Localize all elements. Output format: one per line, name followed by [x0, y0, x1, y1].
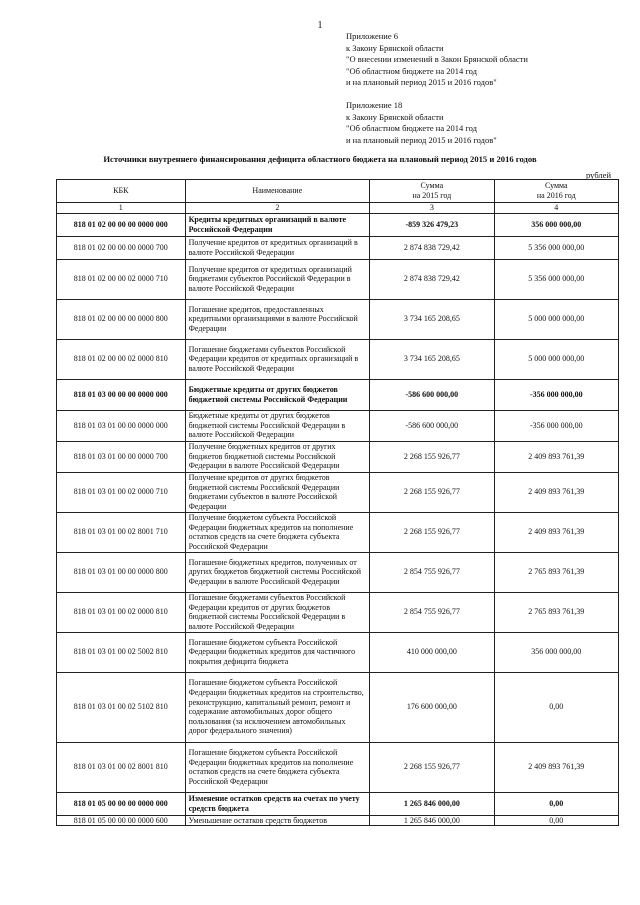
annex-1-line-1: Приложение 6 — [346, 31, 398, 41]
kbk-code-cell: 818 01 02 00 00 00 0000 800 — [57, 299, 186, 339]
sum-2015-cell: 2 854 755 926,77 — [370, 592, 494, 632]
column-number-1: 1 — [57, 203, 186, 214]
kbk-code-cell: 818 01 05 00 00 00 0000 600 — [57, 815, 186, 826]
table-row — [57, 379, 619, 410]
annex-2-line-2: к Закону Брянской области — [346, 111, 444, 122]
table-row — [57, 259, 619, 299]
kbk-code-cell: 818 01 03 00 00 00 0000 000 — [57, 379, 186, 410]
table-row — [57, 339, 619, 379]
kbk-code-cell: 818 01 03 01 00 02 5002 810 — [57, 632, 186, 672]
table-row — [57, 792, 619, 815]
kbk-code-cell: 818 01 03 01 00 02 0000 810 — [57, 592, 186, 632]
sum-2016-cell: 356 000 000,00 — [494, 213, 618, 236]
kbk-code-cell: 818 01 03 01 00 02 8001 710 — [57, 512, 186, 552]
sum-2015-cell: 3 734 165 208,65 — [370, 299, 494, 339]
document-title: Источники внутреннего финансирования дефицита областного бюджета на плановый период 2015 и 2016 годов — [103, 154, 537, 164]
kbk-code-cell: 818 01 03 01 00 00 0000 800 — [57, 552, 186, 592]
sum-2016-cell: -356 000 000,00 — [494, 379, 618, 410]
sum-2016-cell: 5 000 000 000,00 — [494, 339, 618, 379]
annex-2-line-3: "Об областном бюджете на 2014 год — [346, 123, 477, 133]
item-name-cell: Погашение бюджетами субъектов Российской Федерации кредитов от других бюджетов бюджетной системы Российской Федерации в валюте Российской Федерации — [185, 592, 370, 632]
sum-2016-cell: -356 000 000,00 — [494, 410, 618, 441]
sum-2016-cell: 2 409 893 761,39 — [494, 472, 618, 512]
item-name-cell: Погашение бюджетом субъекта Российской Федерации бюджетных кредитов для частичного покрытия дефицита бюджета — [185, 632, 370, 672]
kbk-code-cell: 818 01 03 01 00 00 0000 700 — [57, 441, 186, 472]
kbk-code-cell: 818 01 03 01 00 02 0000 710 — [57, 472, 186, 512]
sum-2016-cell: 0,00 — [494, 815, 618, 826]
sum-2016-cell: 2 765 893 761,39 — [494, 552, 618, 592]
sum-2015-cell: 2 268 155 926,77 — [370, 441, 494, 472]
sum-2015-cell: 1 265 846 000,00 — [370, 815, 494, 826]
item-name-cell: Погашение бюджетом субъекта Российской Федерации бюджетных кредитов на строительство, реконструкцию, капитальный ремонт, ремонт и содержание автомобильных дорог общего пользования (за исключением автомобильных дорог федерального значения) — [185, 672, 370, 742]
header-sum-2016: Сумма на 2016 год — [494, 180, 618, 203]
sum-2016-cell: 2 409 893 761,39 — [494, 512, 618, 552]
sum-2015-cell: -586 600 000,00 — [370, 410, 494, 441]
table-row — [57, 552, 619, 592]
item-name-cell: Погашение бюджетами субъектов Российской Федерации кредитов от кредитных организаций в валюте Российской Федерации — [185, 339, 370, 379]
table-row — [57, 236, 619, 259]
item-name-cell: Изменение остатков средств на счетах по учету средств бюджета — [185, 792, 370, 815]
annex-1-line-2: к Закону Брянской области — [346, 42, 444, 53]
sum-2016-cell: 356 000 000,00 — [494, 632, 618, 672]
item-name-cell: Бюджетные кредиты от других бюджетов бюджетной системы Российской Федерации — [185, 379, 370, 410]
sum-2015-cell: 2 268 155 926,77 — [370, 742, 494, 792]
table-row — [57, 512, 619, 552]
kbk-code-cell: 818 01 03 01 00 02 8001 810 — [57, 742, 186, 792]
annex-2-line-1: Приложение 18 — [346, 100, 403, 110]
header-sum-2015: Сумма на 2015 год — [370, 180, 494, 203]
kbk-code-cell: 818 01 03 01 00 00 0000 000 — [57, 410, 186, 441]
item-name-cell: Уменьшение остатков средств бюджетов — [185, 815, 370, 826]
table-row — [57, 299, 619, 339]
table-row — [57, 815, 619, 826]
table-row — [57, 472, 619, 512]
item-name-cell: Погашение кредитов, предоставленных кредитными организациями в валюте Российской Федерации — [185, 299, 370, 339]
sum-2015-cell: 3 734 165 208,65 — [370, 339, 494, 379]
column-number-2: 2 — [185, 203, 370, 214]
budget-sources-table — [56, 179, 619, 826]
item-name-cell: Получение кредитов от кредитных организаций бюджетами субъектов Российской Федерации в валюте Российской Федерации — [185, 259, 370, 299]
sum-2015-cell: 2 874 838 729,42 — [370, 236, 494, 259]
column-number-4: 4 — [494, 203, 618, 214]
annex-1-line-4: "Об областном бюджете на 2014 год — [346, 65, 477, 76]
item-name-cell: Получение бюджетных кредитов от других бюджетов бюджетной системы Российской Федерации в валюте Российской Федерации — [185, 441, 370, 472]
sum-2015-cell: 2 874 838 729,42 — [370, 259, 494, 299]
sum-2016-cell: 2 409 893 761,39 — [494, 742, 618, 792]
sum-2016-cell: 2 765 893 761,39 — [494, 592, 618, 632]
table-header-row — [57, 180, 619, 203]
item-name-cell: Получение кредитов от кредитных организаций в валюте Российской Федерации — [185, 236, 370, 259]
column-number-3: 3 — [370, 203, 494, 214]
table-row — [57, 742, 619, 792]
item-name-cell: Получение кредитов от других бюджетов бюджетной системы Российской Федерации бюджетами субъектов в валюте Российской Федерации — [185, 472, 370, 512]
table-row — [57, 410, 619, 441]
item-name-cell: Получение бюджетом субъекта Российской Федерации бюджетных кредитов на пополнение остатков средств на счете бюджета субъекта Российской Федерации — [185, 512, 370, 552]
sum-2015-cell: 410 000 000,00 — [370, 632, 494, 672]
kbk-code-cell: 818 01 02 00 00 02 0000 710 — [57, 259, 186, 299]
kbk-code-cell: 818 01 02 00 00 02 0000 810 — [57, 339, 186, 379]
sum-2015-cell: 176 600 000,00 — [370, 672, 494, 742]
table-row — [57, 592, 619, 632]
sum-2015-cell: 2 268 155 926,77 — [370, 472, 494, 512]
item-name-cell: Погашение бюджетом субъекта Российской Федерации бюджетных кредитов на пополнение остатков средств на счете бюджета субъекта Российской Федерации — [185, 742, 370, 792]
sum-2015-cell: 1 265 846 000,00 — [370, 792, 494, 815]
sum-2016-cell: 2 409 893 761,39 — [494, 441, 618, 472]
sum-2016-cell: 5 000 000 000,00 — [494, 299, 618, 339]
table-row — [57, 441, 619, 472]
table-row — [57, 213, 619, 236]
annex-2-line-4: и на плановый период 2015 и 2016 годов" — [346, 134, 497, 145]
header-name: Наименование — [185, 180, 370, 203]
kbk-code-cell: 818 01 02 00 00 00 0000 700 — [57, 236, 186, 259]
units-label: рублей — [586, 170, 611, 180]
table-row — [57, 632, 619, 672]
column-number-row — [57, 203, 619, 214]
sum-2016-cell: 0,00 — [494, 672, 618, 742]
kbk-code-cell: 818 01 02 00 00 00 0000 000 — [57, 213, 186, 236]
table-row — [57, 672, 619, 742]
annex-1-line-3: "О внесении изменений в Закон Брянской области — [346, 54, 528, 64]
sum-2015-cell: 2 268 155 926,77 — [370, 512, 494, 552]
item-name-cell: Бюджетные кредиты от других бюджетов бюджетной системы Российской Федерации в валюте Российской Федерации — [185, 410, 370, 441]
item-name-cell: Погашение бюджетных кредитов, полученных от других бюджетов бюджетной системы Российской Федерации в валюте Российской Федерации — [185, 552, 370, 592]
annex-heading-1 — [346, 31, 528, 89]
sum-2015-cell: 2 854 755 926,77 — [370, 552, 494, 592]
kbk-code-cell: 818 01 03 01 00 02 5102 810 — [57, 672, 186, 742]
header-code: КБК — [57, 180, 186, 203]
annex-heading-2 — [346, 100, 497, 146]
sum-2015-cell: -859 326 479,23 — [370, 213, 494, 236]
sum-2016-cell: 5 356 000 000,00 — [494, 236, 618, 259]
sum-2016-cell: 0,00 — [494, 792, 618, 815]
sum-2016-cell: 5 356 000 000,00 — [494, 259, 618, 299]
item-name-cell: Кредиты кредитных организаций в валюте Российской Федерации — [185, 213, 370, 236]
page-number: 1 — [317, 20, 323, 31]
kbk-code-cell: 818 01 05 00 00 00 0000 000 — [57, 792, 186, 815]
annex-1-line-5: и на плановый период 2015 и 2016 годов" — [346, 77, 497, 87]
sum-2015-cell: -586 600 000,00 — [370, 379, 494, 410]
